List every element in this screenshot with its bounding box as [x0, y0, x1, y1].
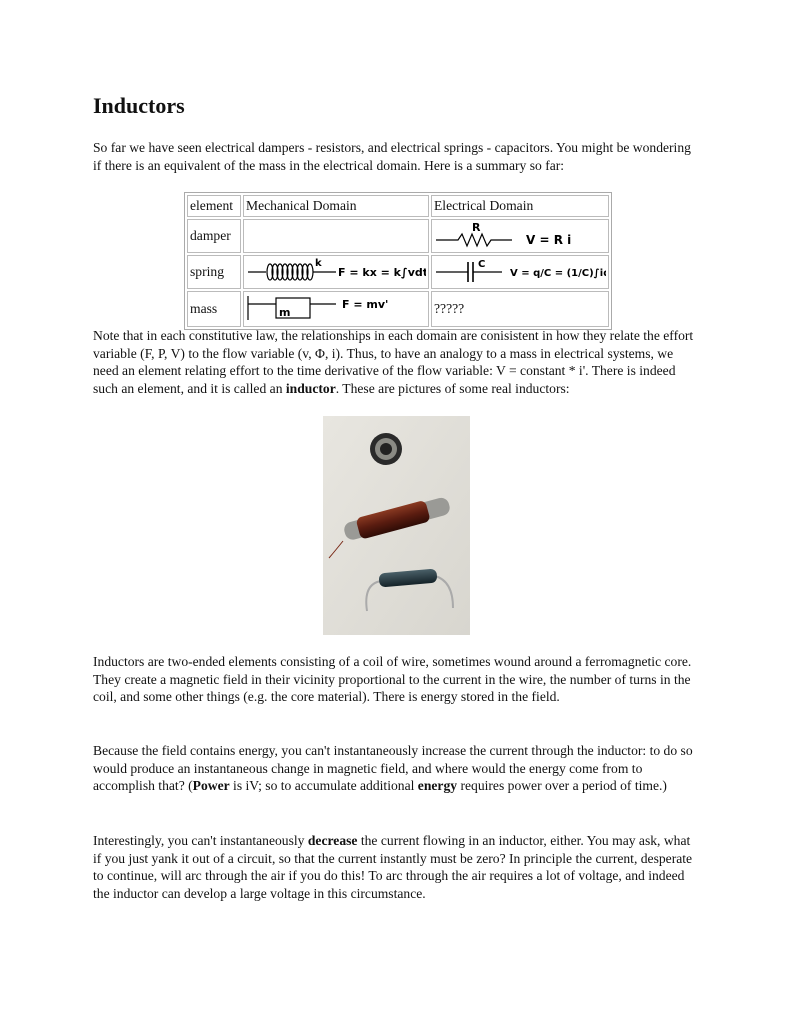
row-element-mass: mass [187, 291, 241, 327]
mass-mechanical-cell [243, 291, 429, 327]
energy-paragraph: Because the field contains energy, you can't instantaneously increase the current through the inductor: to do so would produce an instantaneous change in magnetic field, and where would the energy come from to accomplish that? (Power is iV; so to accumulate additional energy requires power over a period of time.) [93, 743, 693, 794]
capacitor-symbol [434, 256, 606, 284]
spring-mechanical-cell [243, 255, 429, 289]
resistor-label: R [472, 221, 481, 234]
header-mechanical: Mechanical Domain [243, 195, 429, 217]
header-element: element [187, 195, 241, 217]
mass-symbol [246, 292, 426, 322]
spring-electrical-eq: V = q/C = (1/C)∫idt [510, 268, 606, 279]
table-row [187, 255, 609, 289]
spring-mechanical-eq: F = kx = k∫vdt [338, 266, 426, 279]
mass-label: m [279, 306, 291, 319]
damper-electrical-eq: V = R i [526, 233, 572, 247]
table-header-row [187, 195, 609, 217]
description-paragraph: Inductors are two-ended elements consisting of a coil of wire, sometimes wound around a ferromagnetic core. They create a magnetic field in their vicinity proportional to the current in the wire, the number of turns in the coil, and some other things (e.g. the core material). There is energy stored in the field. [93, 654, 692, 705]
spring-label: k [315, 258, 322, 269]
summary-table [184, 192, 612, 330]
analogy-paragraph: Note that in each constitutive law, the relationships in each domain are conisistent in how they relate the effort variable (F, P, V) to the flow variable (v, Φ, i). Thus, to have an analogy to a mass in electrical systems, we need an element relating effort to the time derivative of the flow variable: V = constant * i'. There is indeed such an element, and it is called an inductor. These are pictures of some real inductors: [93, 328, 694, 397]
row-element-spring: spring [187, 255, 241, 289]
decrease-paragraph: Interestingly, you can't instantaneously decrease the current flowing in an inductor, either. You may ask, what if you just yank it out of a circuit, so that the current instantly must be zero? In principle the current, desperate to continue, will arc through the air if you do this! To arc through the air requires a lot of voltage, and indeed the inductor can develop a large voltage in this circumstance. [93, 833, 693, 902]
page-title: Inductors [93, 93, 185, 118]
spring-electrical-cell [431, 255, 609, 289]
table-row [187, 219, 609, 253]
row-element-damper: damper [187, 219, 241, 253]
damper-mechanical-cell [243, 219, 429, 253]
damper-electrical-cell [431, 219, 609, 253]
resistor-symbol [434, 220, 604, 248]
header-electrical: Electrical Domain [431, 195, 609, 217]
spring-symbol [246, 256, 426, 284]
inductor-term: inductor [285, 381, 336, 397]
table-row [187, 291, 609, 327]
intro-paragraph: So far we have seen electrical dampers - resistors, and electrical springs - capacitors. You might be wondering if there is an equivalent of the mass in the electrical domain. Here is a summary so far: [93, 140, 691, 173]
mass-mechanical-eq: F = mv' [342, 298, 389, 311]
capacitor-label: C [478, 259, 486, 270]
inductor-photo [323, 416, 470, 635]
mass-electrical-cell: ????? [431, 291, 609, 327]
